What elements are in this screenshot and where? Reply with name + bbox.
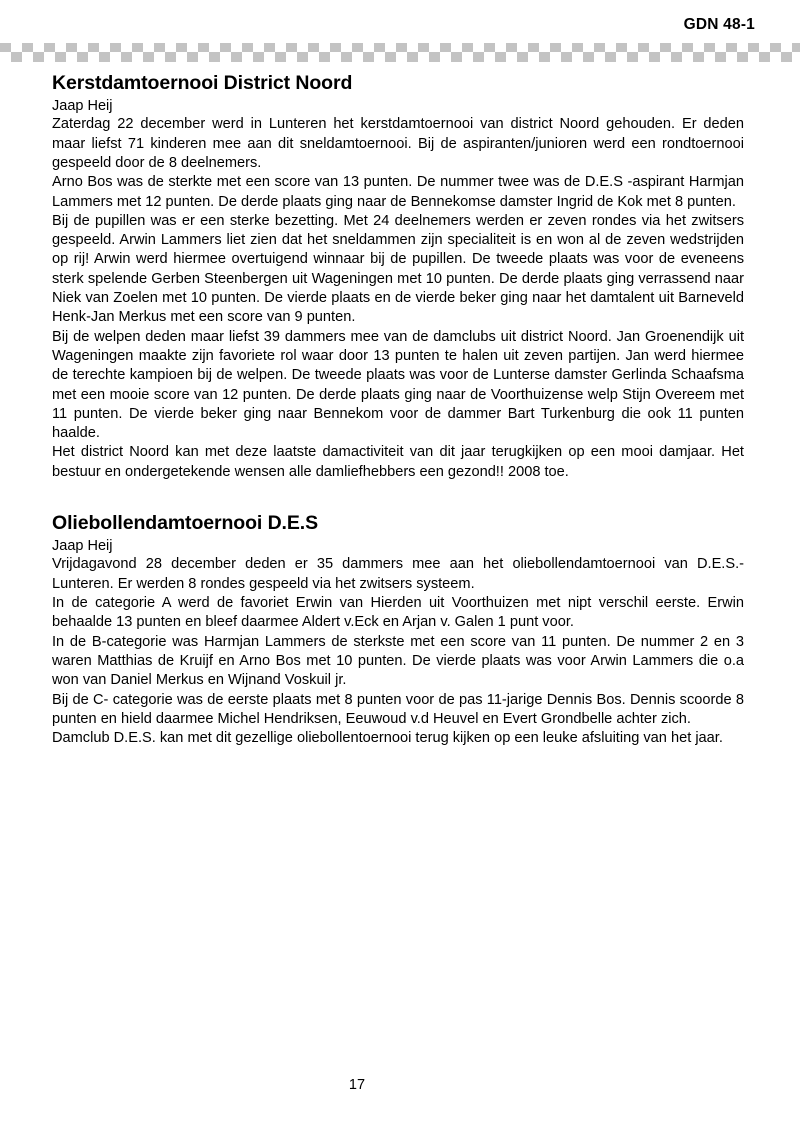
page-content: [52, 72, 744, 748]
article-byline: Jaap Heij: [52, 98, 113, 114]
checkered-divider: [0, 43, 800, 62]
issue-label: GDN 48-1: [683, 16, 755, 33]
article-paragraph: In de B-categorie was Harmjan Lammers de sterkste met een score van 11 punten. De nummer 2 en 3 waren Matthias de Kruijf en Arno Bos met 10 punten. De vierde plaats was voor Arwin Lammers die o.a won van Daniel Merkus en Wijnand Voskuil jr.: [52, 633, 744, 689]
article-paragraph: Het district Noord kan met deze laatste damactiviteit van dit jaar terugkijken op een mooi damjaar. Het bestuur en ondergetekende wensen alle damliefhebbers een gezond!! 2008 toe.: [52, 444, 744, 480]
article-kerstdamtoernooi: [52, 72, 744, 482]
article-title: Kerstdamtoernooi District Noord: [52, 72, 353, 94]
article-paragraph: Damclub D.E.S. kan met dit gezellige oliebollentoernooi terug kijken op een leuke afsluiting van het jaar.: [52, 730, 723, 747]
article-title: Oliebollendamtoernooi D.E.S: [52, 512, 318, 535]
page-number: 17: [348, 1077, 366, 1093]
article-oliebollendamtoernooi: [52, 512, 744, 748]
checker-row-top: [0, 43, 800, 52]
page-header: [0, 0, 800, 42]
article-paragraph: Bij de pupillen was er een sterke bezetting. Met 24 deelnemers werden er zeven rondes via het zwitsers gespeeld. Arwin Lammers liet zien dat het sneldammen zijn specialiteit is en won al de zeven wedstrijden op rij! Arwin werd hiermee overtuigend winnaar bij de pupillen. De tweede plaats was voor de eveneens sterk spelende Gerben Steenbergen uit Wageningen met 10 punten. De derde plaats ging verrassend naar Niek van Zoelen met 10 punten. De vierde plaats en de vierde beker ging naar het damtalent uit Barneveld Henk-Jan Merkus met een score van 9 punten.: [52, 212, 744, 326]
article-paragraph: Bij de C- categorie was de eerste plaats met 8 punten voor de pas 11-jarige Dennis Bos. Dennis scoorde 8 punten en hield daarmee Michel Hendriksen, Eeuwoud v.d Heuvel en Evert Grondbelle achter zich.: [52, 691, 744, 727]
article-paragraph: In de categorie A werd de favoriet Erwin van Hierden uit Voorthuizen met nipt verschil eerste. Erwin behaalde 13 punten en bleef daarmee Aldert v.Eck en Arjan v. Galen 1 punt voor.: [52, 595, 744, 631]
article-paragraph: Vrijdagavond 28 december deden er 35 dammers mee aan het oliebollendamtoernooi van D.E.S.- Lunteren. Er werden 8 rondes gespeeld via het zwitsers systeem.: [52, 556, 744, 592]
article-paragraph: Bij de welpen deden maar liefst 39 dammers mee van de damclubs uit district Noord. Jan Groenendijk uit Wageningen maakte zijn favoriete rol waar door 13 punten te halen uit zeven partijen. Jan werd hiermee de terechte kampioen bij de welpen. De tweede plaats was voor de Lunterse damster Gerlinda Schaafsma met een mooie score van 12 punten. De derde plaats ging naar de Voorthuizense welp Stijn Overeem met 11 punten. De vierde beker ging naar Bennekom voor de dammer Bart Turkenburg die ook 11 punten haalde.: [52, 328, 744, 442]
article-paragraph: Arno Bos was de sterkte met een score van 13 punten. De nummer twee was de D.E.S -aspirant Harmjan Lammers met 12 punten. De derde plaats ging naar de Bennekomse damster Ingrid de Kok met 8 punten.: [52, 174, 744, 210]
article-paragraph: Zaterdag 22 december werd in Lunteren het kerstdamtoernooi van district Noord gehouden. Er deden maar liefst 71 kinderen mee aan dit sneldamtoernooi. Bij de aspiranten/junioren werd een rondtoernooi gespeeld door de 8 deelnemers.: [52, 116, 744, 171]
checker-row-bottom: [0, 52, 800, 62]
article-byline: Jaap Heij: [52, 538, 113, 555]
